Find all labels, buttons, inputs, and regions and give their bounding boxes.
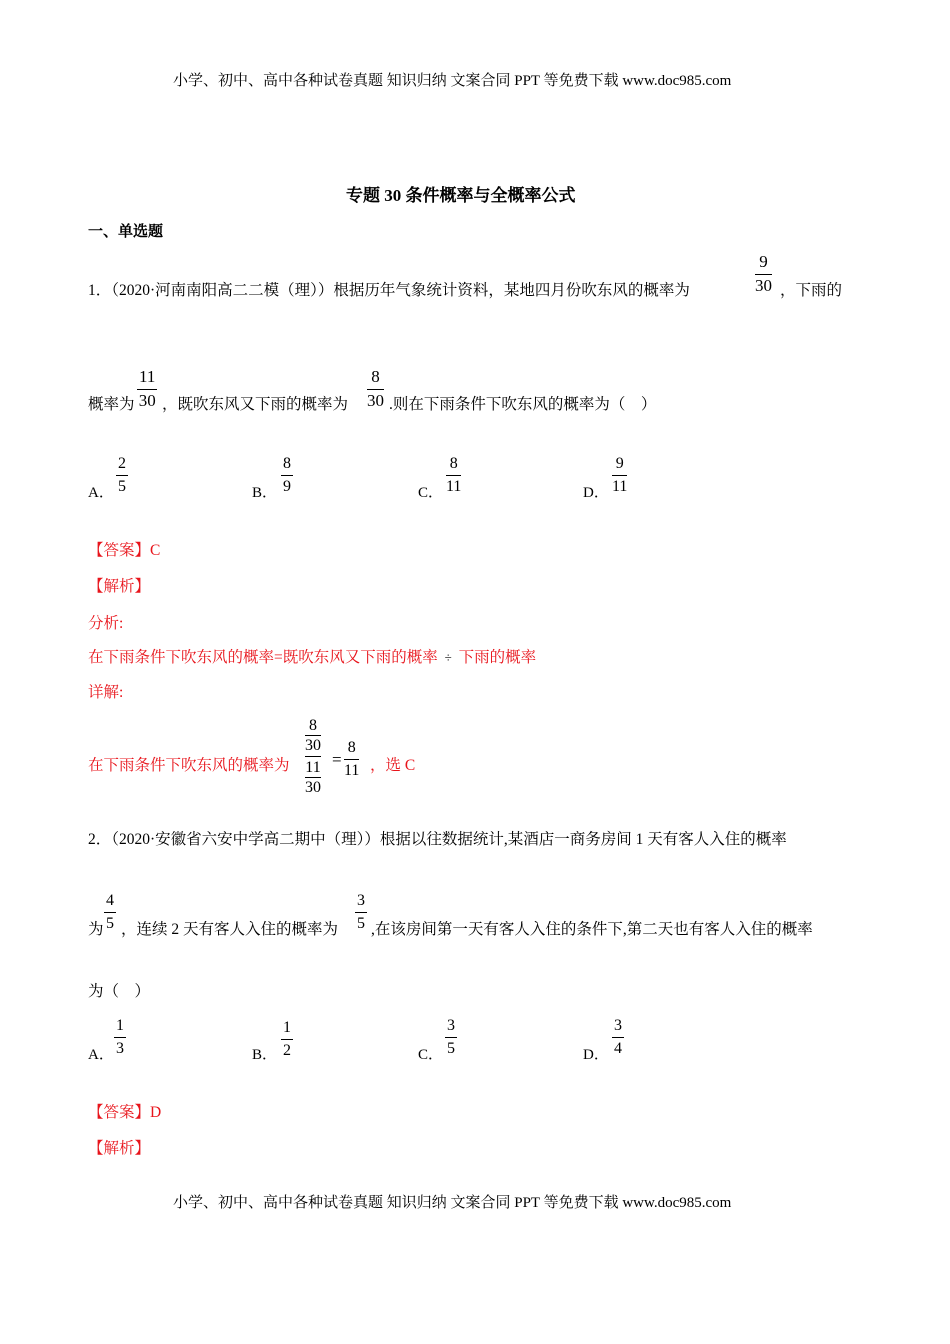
denominator: 5 xyxy=(357,915,365,932)
q1-stem-line2-b: ，既吹东风又下雨的概率为 xyxy=(162,396,349,413)
q2-analysis-heading: 【解析】 xyxy=(88,1140,151,1157)
q1-option-b-value[interactable] xyxy=(281,454,293,496)
q2-option-d-label[interactable]: D． xyxy=(583,1047,609,1063)
denominator: 5 xyxy=(447,1040,455,1057)
q1-analysis-formula xyxy=(88,648,536,668)
numerator: 8 xyxy=(347,739,356,756)
main-fraction-bar xyxy=(305,756,321,757)
q1-option-d-value[interactable] xyxy=(612,454,627,496)
section-heading: 一、单选题 xyxy=(88,224,164,240)
q2-option-a-label[interactable]: A． xyxy=(88,1047,114,1063)
q1-stem-line1-tail: ，下雨的 xyxy=(780,282,843,299)
bottom-denominator: 30 xyxy=(305,779,321,796)
divide-sign: ÷ xyxy=(444,650,452,665)
q1-option-a-value[interactable] xyxy=(116,454,128,496)
q2-fraction-3-5 xyxy=(355,891,367,933)
q1-detail-result xyxy=(344,738,359,780)
denominator: 30 xyxy=(138,391,156,410)
denominator: 11 xyxy=(344,762,360,779)
q1-stem-line2-a: 概率为 xyxy=(88,396,135,413)
denominator: 5 xyxy=(106,915,114,932)
q2-option-c-value[interactable] xyxy=(445,1016,457,1058)
page-header: 小学、初中、高中各种试卷真题 知识归纳 文案合同 PPT 等免费下载 www.doc985.com xyxy=(173,73,732,89)
q1-fraction-8-30 xyxy=(367,367,384,411)
numerator: 3 xyxy=(447,1017,455,1034)
numerator: 1 xyxy=(116,1017,124,1034)
denominator: 2 xyxy=(283,1042,291,1059)
q1-analysis-heading: 【解析】 xyxy=(88,578,151,595)
numerator: 4 xyxy=(106,892,114,909)
numerator: 8 xyxy=(371,367,380,386)
top-numerator: 8 xyxy=(309,717,317,734)
q2-stem-line3: 为（ ） xyxy=(88,983,151,1000)
page-title: 专题 30 条件概率与全概率公式 xyxy=(346,186,576,205)
denominator: 30 xyxy=(367,391,384,410)
q2-option-d-value[interactable] xyxy=(612,1016,624,1058)
q1-option-c-label[interactable]: C． xyxy=(418,485,444,501)
numerator: 3 xyxy=(357,892,365,909)
numerator: 8 xyxy=(283,455,291,472)
denominator: 9 xyxy=(283,478,291,495)
q2-stem-line1: 2．（2020·安徽省六安中学高二期中（理））根据以往数据统计,某酒店一商务房间 1 天有客人入住的概率 xyxy=(88,831,787,848)
q1-fraction-11-30 xyxy=(137,367,157,411)
formula-right: 下雨的概率 xyxy=(458,649,537,666)
q1-detail-suffix: ，选 C xyxy=(370,757,416,774)
denominator: 11 xyxy=(446,478,462,495)
equals-sign: = xyxy=(332,750,342,769)
q2-stem-line2-a: 为 xyxy=(88,921,104,938)
q1-analysis-label: 分析: xyxy=(88,615,124,632)
q2-stem-line2-b: ，连续 2 天有客人入住的概率为 xyxy=(121,921,339,938)
q2-answer: 【答案】D xyxy=(88,1104,162,1121)
denominator: 5 xyxy=(118,478,126,495)
q1-option-d-label[interactable]: D． xyxy=(583,485,609,501)
numerator: 3 xyxy=(614,1017,622,1034)
q1-compound-fraction xyxy=(305,716,321,797)
q1-option-c-value[interactable] xyxy=(446,454,461,496)
q2-option-c-label[interactable]: C． xyxy=(418,1047,444,1063)
page-footer: 小学、初中、高中各种试卷真题 知识归纳 文案合同 PPT 等免费下载 www.doc985.com xyxy=(173,1195,732,1211)
numerator: 9 xyxy=(615,455,624,472)
numerator: 11 xyxy=(139,367,156,386)
q2-stem-line2-c: ,在该房间第一天有客人入住的条件下,第二天也有客人入住的概率 xyxy=(371,921,813,938)
numerator: 9 xyxy=(759,252,768,271)
formula-left: 在下雨条件下吹东风的概率=既吹东风又下雨的概率 xyxy=(88,649,438,666)
denominator: 3 xyxy=(116,1040,124,1057)
q1-stem-line1: 1．（2020·河南南阳高二二模（理））根据历年气象统计资料，某地四月份吹东风的概率为 xyxy=(88,282,690,299)
numerator: 8 xyxy=(449,455,458,472)
q1-fraction-9-30 xyxy=(755,252,772,296)
numerator: 2 xyxy=(118,455,126,472)
numerator: 1 xyxy=(283,1019,291,1036)
q2-fraction-4-5 xyxy=(104,891,116,933)
bottom-numerator: 11 xyxy=(305,759,321,776)
q1-detail-prefix: 在下雨条件下吹东风的概率为 xyxy=(88,757,290,774)
q2-option-a-value[interactable] xyxy=(114,1016,126,1058)
denominator: 4 xyxy=(614,1040,622,1057)
q1-option-b-label[interactable]: B． xyxy=(252,485,278,501)
q1-answer: 【答案】C xyxy=(88,542,161,559)
q1-option-a-label[interactable]: A． xyxy=(88,485,114,501)
q2-option-b-label[interactable]: B． xyxy=(252,1047,278,1063)
q1-detail-label: 详解: xyxy=(88,684,124,701)
q1-stem-line2-c: .则在下雨条件下吹东风的概率为（ ） xyxy=(389,396,657,413)
q2-option-b-value[interactable] xyxy=(281,1018,293,1060)
top-denominator: 30 xyxy=(305,737,321,754)
denominator: 11 xyxy=(612,478,628,495)
denominator: 30 xyxy=(755,276,772,295)
